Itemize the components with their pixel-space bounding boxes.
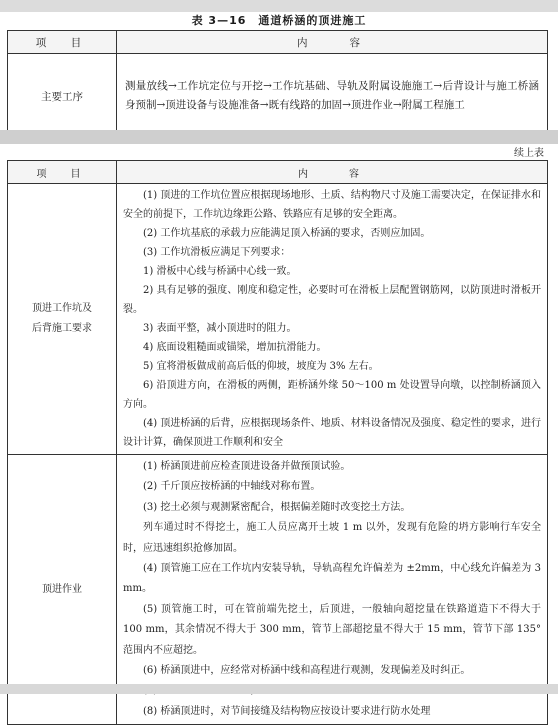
paragraph: (3) 工作坑滑板应满足下列要求： bbox=[143, 247, 291, 258]
table-row-pit-requirements bbox=[8, 184, 548, 455]
paragraph: (1) 顶进的工作坑位置应根据现场地形、土质、结构物尺寸及施工需要决定，在保证排水和安全的前提下，工作坑边缘距公路、铁路应有足够的安全距离。 bbox=[123, 190, 541, 220]
paragraph: (5) 顶管施工时，可在管前端先挖土，后顶进，一般轴向超挖量在铁路道造下不得大于 100 mm，其余情况不得大于 300 mm，管节上部超挖量不得大于 15 mm，管节下部 135°范围内不应超挖。 bbox=[123, 603, 541, 656]
scan-margin-bottom bbox=[0, 684, 558, 694]
paragraph: (8) 桥涵顶进时，对节间接缝及结构物应按设计要求进行防水处理 bbox=[143, 705, 431, 717]
paragraph: (3) 挖土必须与观测紧密配合，根据偏差随时改变挖土方法。 bbox=[143, 501, 411, 513]
continued-label: 续上表 bbox=[514, 148, 544, 159]
paragraph: (4) 顶管施工应在工作坑内安装导轨，导轨高程允许偏差为 ±2mm，中心线允许偏差为 3 mm。 bbox=[123, 563, 541, 595]
paragraph: 4) 底面设粗糙面或锚梁，增加抗滑能力。 bbox=[143, 342, 327, 353]
section-label-line: 后背施工要求 bbox=[32, 323, 92, 334]
table-title: 表 3—16 通道桥涵的顶进施工 bbox=[191, 14, 367, 27]
table-row bbox=[8, 54, 548, 139]
header-content: 内 容 bbox=[117, 161, 548, 184]
section-label-line: 顶进工作坑及 bbox=[32, 303, 92, 314]
scan-margin-top bbox=[0, 0, 558, 12]
table-header-row bbox=[8, 31, 548, 54]
row-label: 主要工序 bbox=[8, 54, 117, 139]
table-continued bbox=[7, 160, 548, 725]
row-content: 测量放线→工作坑定位与开挖→工作坑基础、导轨及附属设施施工→后背设计与施工桥涵身预制→顶进设备与设施准备→既有线路的加固→顶进作业→附属工程施工 bbox=[117, 54, 548, 139]
page-gap bbox=[0, 130, 558, 144]
paragraph: (4) 顶进桥涵的后背，应根据现场条件、地质、材料设备情况及强度、稳定性的要求，进行设计计算，确保顶进工作顺利和安全 bbox=[123, 418, 541, 448]
table-main-process bbox=[7, 30, 548, 139]
paragraph: 6) 沿顶进方向，在滑板的两侧，距桥涵外缘 50～100 m 处设置导向墩，以控制桥涵顶入方向。 bbox=[123, 380, 541, 410]
paragraph: (2) 千斤顶应按桥涵的中轴线对称布置。 bbox=[143, 481, 321, 493]
table-header-row bbox=[8, 161, 548, 184]
paragraph: 3) 表面平整，减小顶进时的阻力。 bbox=[143, 323, 297, 334]
paragraph: 列车通过时不得挖土，施工人员应离开土坡 1 m 以外，发现有危险的坍方影响行车安全时，应迅速组织抢修加固。 bbox=[123, 522, 541, 554]
header-item: 项 目 bbox=[8, 31, 117, 54]
header-item: 项 目 bbox=[8, 161, 117, 184]
paragraph: (1) 桥涵顶进前应检查顶进设备并做预顶试验。 bbox=[143, 461, 351, 472]
section-label-line: 顶进作业 bbox=[42, 583, 82, 595]
section-content bbox=[117, 184, 548, 455]
paragraph: 5) 宜将滑板做成前高后低的仰坡，坡度为 3% 左右。 bbox=[143, 361, 379, 372]
paragraph: 1) 滑板中心线与桥涵中心线一致。 bbox=[143, 266, 297, 277]
header-content: 内 容 bbox=[117, 31, 548, 54]
paragraph: (2) 工作坑基底的承载力应能满足顶入桥涵的要求，否则应加固。 bbox=[143, 228, 431, 239]
section-label bbox=[8, 184, 117, 455]
paragraph: 2) 具有足够的强度、刚度和稳定性，必要时可在滑板上层配置钢筋网，以防顶进时滑板开裂。 bbox=[123, 285, 541, 315]
paragraph: (6) 桥涵顶进中，应经常对桥涵中线和高程进行观测，发现偏差及时纠正。 bbox=[143, 665, 471, 677]
